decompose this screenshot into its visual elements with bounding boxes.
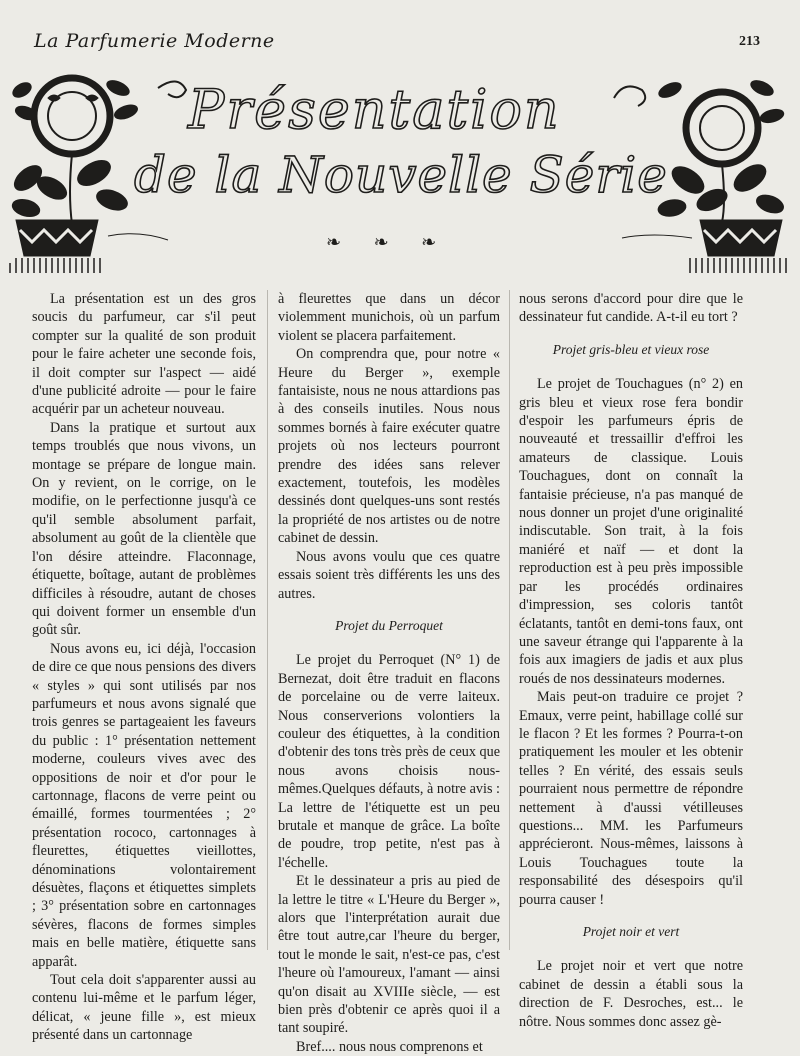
section-heading: Projet noir et vert — [582, 924, 680, 939]
column-rule-1 — [267, 290, 268, 950]
paragraph: à fleurettes que dans un décor violemment munichois, où un parfum violent se placera parfaitement. — [278, 291, 500, 344]
paragraph: Le projet noir et vert que notre cabinet de dessin a établi sous la direction de F. Desroches, est... le nôtre. Nous sommes donc assez gè- — [519, 958, 743, 1030]
paragraph: La présentation est un des gros soucis du parfumeur, car s'il peut compter sur la qualité de son produit pour le faire acheter une seconde fois, il doit compter sur l'aspect — aidé d'une publicité adroite — pour le faire acquérir par un acheteur nouveau. — [32, 291, 256, 418]
text-column-1 — [32, 290, 256, 1045]
paragraph: Et le dessinateur a pris au pied de la lettre le titre « L'Heure du Berger », alors que l'interprétation aurait due être tout autre,car l'heure du berger, tout le monde le sait, n'est-ce pas, c'est l'heure où l'amoureux, l'amant — ainsi qu'on disait au XVIIIe siècle, — est bien près d'obtenir ce après quoi il a tant soupiré. — [278, 873, 500, 1037]
column-rule-2 — [509, 290, 510, 950]
paragraph: Le projet de Touchagues (n° 2) en gris bleu et vieux rose fera bondir d'espoir les parfumeurs épris de nouveauté et tressaillir d'effroi les amateurs de classique. Louis Touchagues, dont on connaît la fantaisie précieuse, n'a pas manqué de nous donner un projet d'une originalité indiscutable. Son trait, à la fois maniéré et naïf — et dont la reproduction est à peu près impossible par les procédés ordinaires d'impression, ses coloris tantôt éclatants, tantôt en demi-tons faux, ont une saveur étrange qui l'apparente à la fois aux imagiers de jadis et aux plus roués de nos dessinateurs modernes. — [519, 376, 743, 687]
fleuron-divider: ❧ ❧ ❧ — [326, 232, 451, 252]
paragraph: Bref.... nous nous comprenons et — [296, 1038, 483, 1055]
section-heading: Projet du Perroquet — [335, 617, 443, 633]
paragraph: On comprendra que, pour notre « Heure du Berger », exemple fantaisiste, nous ne nous attardions pas à des conseils inutiles. Nous nous sommes bornés à faire exécuter quatre projets où nos lecteurs pourront prendre des idées sans relever exactement, toutefois, les modèles dessinés dont quelques-uns sont restés la propriété de nos artistes ou de notre cabinet de dessin. — [278, 346, 500, 547]
section-heading: Projet gris-bleu et vieux rose — [552, 341, 710, 357]
page-number: 213 — [739, 34, 760, 49]
running-head: La Parfumerie Moderne — [34, 30, 275, 52]
text-column-3 — [519, 290, 743, 1031]
paragraph: Tout cela doit s'apparenter aussi au contenu lui-même et le parfum léger, délicat, « jeune fille », est mieux présenté dans un cartonnage — [32, 972, 256, 1044]
paragraph: nous serons d'accord pour dire que le dessinateur fut candide. A-t-il eu tort ? — [519, 291, 743, 326]
paragraph: Nous avons eu, ici déjà, l'occasion de dire ce que nous pensions des divers « styles » qui sont utilisés par nos parfumeurs et nous avons signalé que trois genres se partageaient les faveurs du public : 1° présentation nettement moderne, couleurs vives avec des oppositions de noir et d'or pour le cartonnage, flacons de verre peint ou émaillé, formes tourmentées ; 2° présentation rococo, cartonnages à fleurettes, étiquettes vieillottes, dénominations volontairement désuètes, flaçons et étiquettes simplets ; 3° présentation sobre en cartonnages sévères, flacons de formes simples mais en belle matière, étiquette sans apparât. — [32, 640, 256, 970]
paragraph: Mais peut-on traduire ce projet ? Emaux, verre peint, habillage collé sur le flacon ? Et les formes ? Pourra-t-on pratiquement les mouler et les obtenir telles ? En vérité, des essais seuls pourraient nous permettre de répondre nettement à d'aussi vétilleuses questions... MM. les Parfumeurs apprécieront. Nous-mêmes, laissons à Louis Touchagues toute la responsabilité des désespoirs qu'il pourra causer ! — [519, 689, 743, 908]
article-title-line-1: Présentation — [188, 78, 561, 141]
paragraph: Le projet du Perroquet (N° 1) de Bernezat, doit être traduit en flacons de porcelaine ou de verre laiteux. Nous conserverions volontiers la couleur des étiquettes, à la condition d'obtenir des tons très près de ceux que nous avons choisis nous-mêmes.Quelques défauts, à notre avis : La lettre de l'étiquette est un peu brutale et manque de grâce. La boîte de poudre, trop petite, n'est pas à l'échelle. — [278, 652, 501, 871]
paragraph: Dans la pratique et surtout aux temps troublés que nous vivons, un montage se prépare de longue main. On y revient, on le corrige, on le modifie, on le perfectionne jusqu'à ce qu'il semble absolument parfait, absolument au goût de la clientèle que l'on désire atteindre. Flaconnage, étiquette, boîtage, autant de problèmes difficiles à résoudre, autant de choses qui doivent former un ensemble d'un goût sûr. — [32, 419, 256, 639]
paragraph: Nous avons voulu que ces quatre essais soient très différents les uns des autres. — [278, 548, 500, 602]
article-title-line-2: de la Nouvelle Série — [134, 146, 668, 204]
text-column-2 — [278, 290, 500, 1056]
